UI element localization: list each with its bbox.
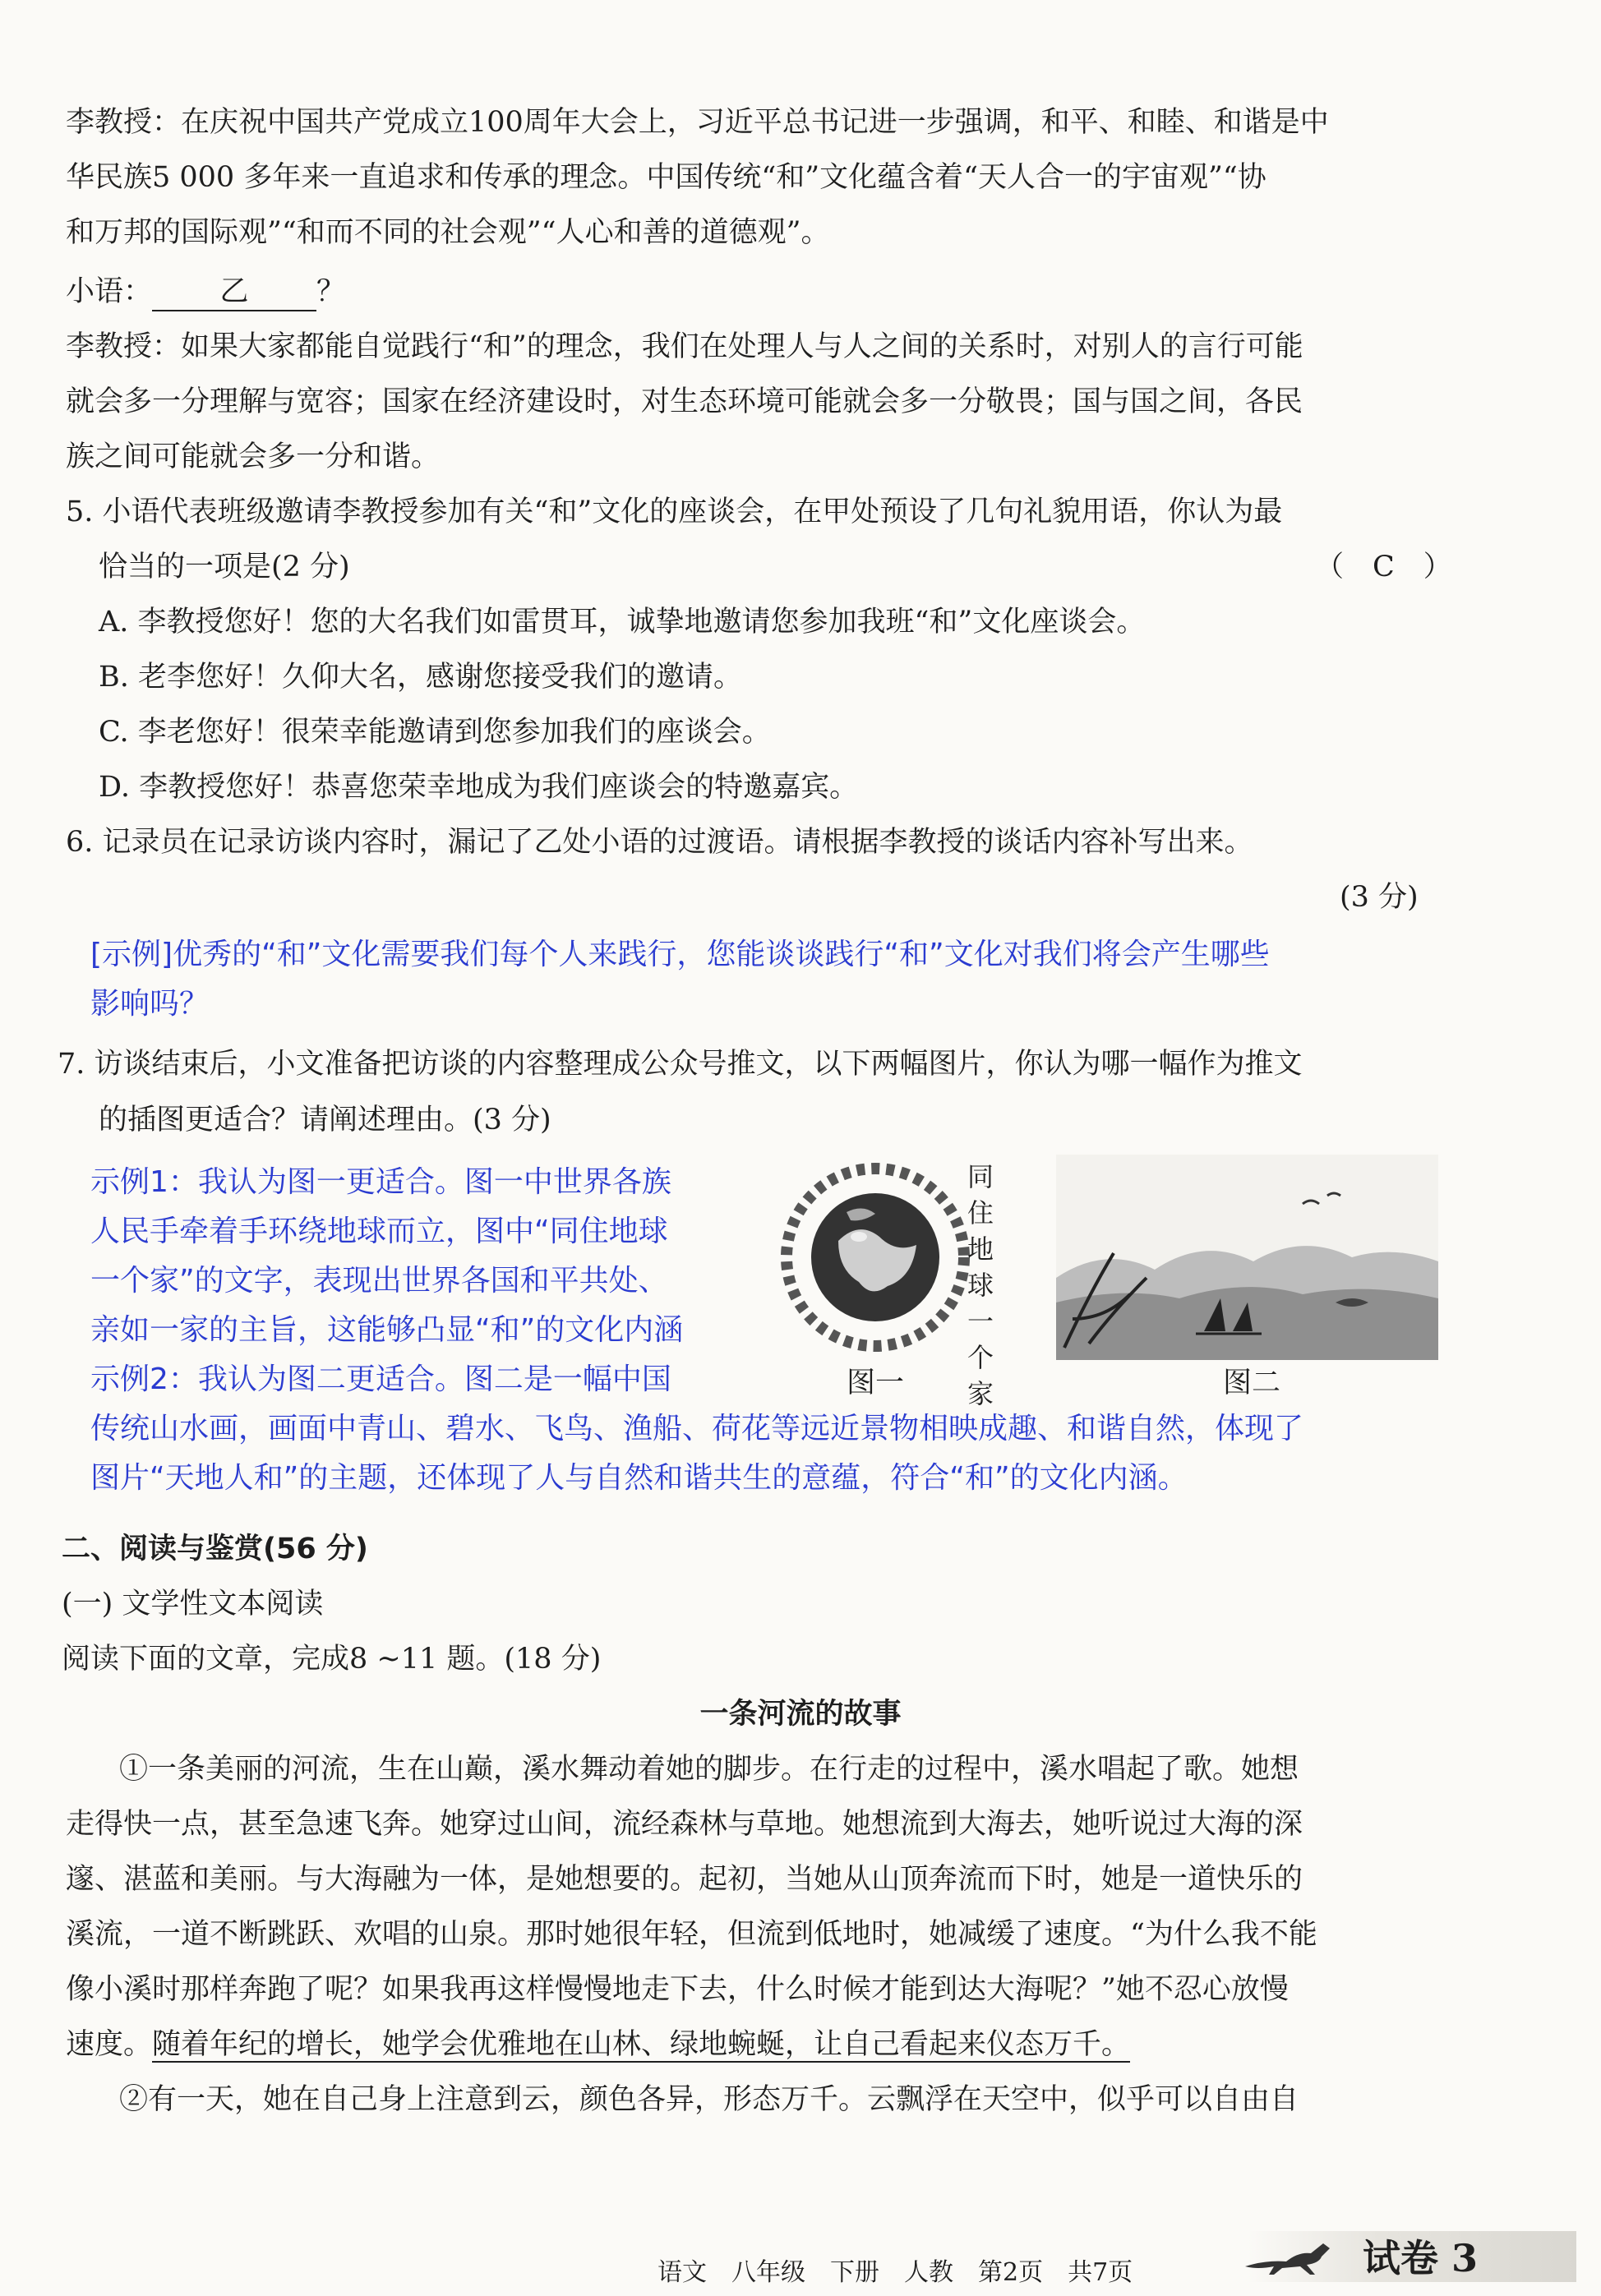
section-title: 二、阅读与鉴赏(56 分) <box>62 1533 368 1565</box>
dialogue-line: 华民族5 000 多年来一直追求和传承的理念。中国传统“和”文化蕴含着“天人合一的宇宙观”“协 <box>66 161 1266 194</box>
section-subtitle: (一) 文学性文本阅读 <box>62 1588 324 1621</box>
q7-answer-line: 传统山水画，画面中青山、碧水、飞鸟、渔船、荷花等远近景物相映成趣、和谐自然，体现了 <box>90 1412 1304 1445</box>
article-paragraph-line: ①一条美丽的河流，生在山巅，溪水舞动着她的脚步。在行走的过程中，溪水唱起了歌。她想 <box>119 1753 1299 1786</box>
article-paragraph-line <box>66 2022 1130 2067</box>
dialogue-line: 李教授：在庆祝中国共产党成立100周年大会上，习近平总书记进一步强调，和平、和睦、和谐是中 <box>66 106 1329 139</box>
q5-option-b: B. 老李您好！久仰大名，感谢您接受我们的邀请。 <box>99 661 742 694</box>
article-paragraph-line: 走得快一点，甚至急速飞奔。她穿过山间，流经森林与草地。她想流到大海去，她听说过大海的深 <box>66 1808 1303 1841</box>
q5-option-a: A. 李教授您好！您的大名我们如雷贯耳，诚挚地邀请您参加我班“和”文化座谈会。 <box>99 606 1146 639</box>
horse-icon <box>1241 2235 1348 2276</box>
q5-stem: 恰当的一项是(2 分) <box>99 551 350 583</box>
xiaoyu-label: 小语： <box>66 275 153 308</box>
q7-answer-line: 示例2：我认为图二更适合。图二是一幅中国 <box>90 1362 671 1396</box>
q5-answer-bracket: （ C ） <box>1315 551 1452 583</box>
figure-one-caption: 图一 <box>847 1367 905 1399</box>
question-mark: ？ <box>316 275 346 308</box>
q7-answer-line: 一个家”的文字，表现出世界各国和平共处、 <box>90 1264 668 1298</box>
q5-option-c: C. 李老您好！很荣幸能邀请到您参加我们的座谈会。 <box>99 716 771 749</box>
figure-one-globe <box>781 1163 970 1352</box>
line-prefix: 速度。 <box>66 2028 153 2061</box>
underlined-sentence: 随着年纪的增长，她学会优雅地在山林、绿地蜿蜒，让自己看起来仪态万千。 <box>152 2028 1131 2061</box>
article-paragraph-line: 邃、湛蓝和美丽。与大海融为一体，是她想要的。起初，当她从山顶奔流而下时，她是一道快乐的 <box>66 1863 1303 1896</box>
article-paragraph-line: 像小溪时那样奔跑了呢？如果我再这样慢慢地走下去，什么时候才能到达大海呢？”她不忍心放慢 <box>66 1973 1289 2006</box>
blank-yi: 乙 <box>152 274 316 311</box>
figure-two-caption: 图二 <box>1223 1367 1281 1399</box>
article-title: 一条河流的故事 <box>699 1698 902 1731</box>
globe-illustration <box>781 1163 970 1352</box>
q7-answer-line: 亲如一家的主旨，这能够凸显“和”的文化内涵 <box>90 1313 684 1347</box>
q5-stem: 5. 小语代表班级邀请李教授参加有关“和”文化的座谈会，在甲处预设了几句礼貌用语，你认为最 <box>66 496 1283 528</box>
q6-answer: 影响吗？ <box>90 987 210 1021</box>
article-paragraph-line: ②有一天，她在自己身上注意到云，颜色各异，形态万千。云飘浮在天空中，似乎可以自由自 <box>119 2083 1299 2116</box>
dialogue-line: 和万邦的国际观”“和而不同的社会观”“人心和善的道德观”。 <box>66 216 830 249</box>
landscape-illustration <box>1056 1155 1438 1360</box>
q7-answer-line: 人民手牵着手环绕地球而立，图中“同住地球 <box>90 1215 668 1248</box>
q7-answer-line: 示例1：我认为图一更适合。图一中世界各族 <box>90 1165 671 1199</box>
dialogue-line: 族之间可能就会多一分和谐。 <box>66 440 441 473</box>
q6-stem: 6. 记录员在记录访谈内容时，漏记了乙处小语的过渡语。请根据李教授的谈话内容补写出来。 <box>66 826 1253 859</box>
figure-two-landscape <box>1056 1155 1438 1360</box>
q6-answer: [示例]优秀的“和”文化需要我们每个人来践行，您能谈谈践行“和”文化对我们将会产生哪些 <box>90 938 1270 971</box>
page-footer-info: 语文 八年级 下册 人教 第2页 共7页 <box>657 2258 1133 2287</box>
q7-stem: 的插图更适合？请阐述理由。(3 分) <box>99 1104 551 1136</box>
q7-answer-line: 图片“天地人和”的主题，还体现了人与自然和谐共生的意蕴，符合“和”的文化内涵。 <box>90 1461 1188 1495</box>
xiaoyu-line <box>66 270 345 314</box>
figure-one-vertical-text: 同住地球一个家 <box>967 1161 994 1409</box>
q6-score: (3 分) <box>1340 881 1419 914</box>
q7-stem: 7. 访谈结束后，小文准备把访谈的内容整理成公众号推文，以下两幅图片，你认为哪一幅作为推文 <box>58 1048 1303 1081</box>
dialogue-line: 就会多一分理解与宽容；国家在经济建设时，对生态环境可能就会多一分敬畏；国与国之间，各民 <box>66 385 1303 418</box>
q5-option-d: D. 李教授您好！恭喜您荣幸地成为我们座谈会的特邀嘉宾。 <box>99 771 859 804</box>
article-paragraph-line: 溪流，一道不断跳跃、欢唱的山泉。那时她很年轻，但流到低地时，她减缓了速度。“为什么我不能 <box>66 1918 1317 1951</box>
section-instruction: 阅读下面的文章，完成8 ~11 题。(18 分) <box>62 1643 602 1676</box>
paper-badge: 试卷 3 <box>1363 2236 1479 2280</box>
dialogue-line: 李教授：如果大家都能自觉践行“和”的理念，我们在处理人与人之间的关系时，对别人的言行可能 <box>66 330 1303 363</box>
